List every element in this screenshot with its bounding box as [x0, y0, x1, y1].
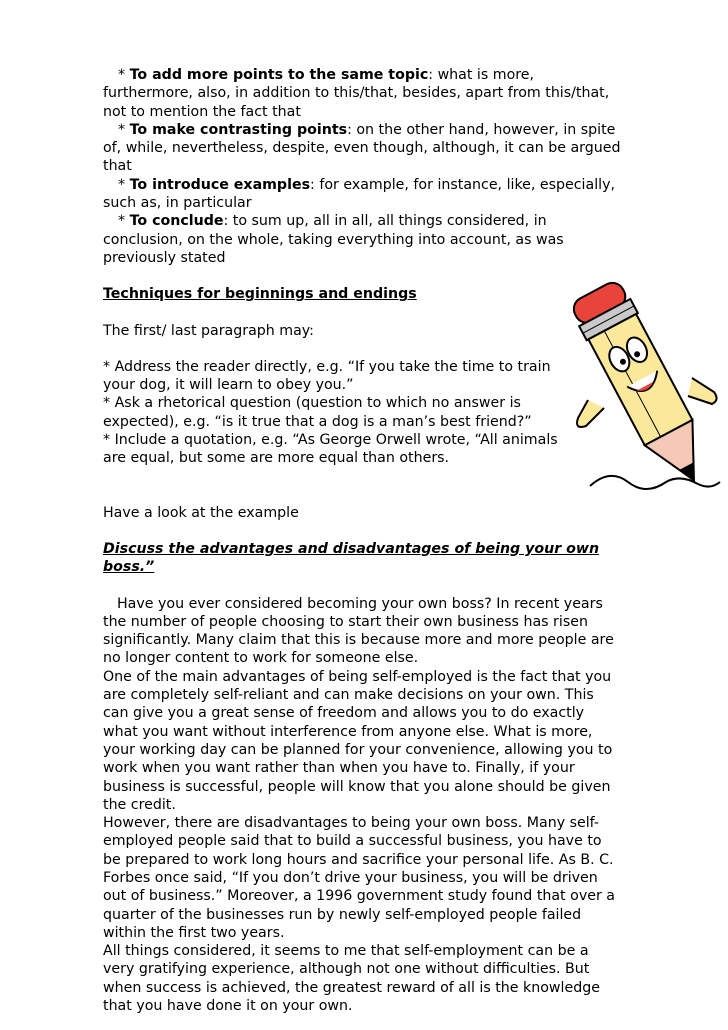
example-intro: Have a look at the example [103, 504, 299, 521]
connective-label: To introduce examples [129, 176, 311, 193]
connective-text: : to sum up, all in all, all things considered, in conclusion, on the whole, taking everything into account, as was previously stated [103, 213, 564, 266]
tip-address-reader: * Address the reader directly, e.g. “If you take the time to train your dog, it will learn to obey you.” [103, 358, 551, 394]
connective-add-points: * To add more points to the same topic: what is more, furthermore, also, in addition to this/that, besides, apart from this/that, not to mention the fact that [103, 67, 610, 120]
tip-rhetorical-question: * Ask a rhetorical question (question to which no answer is expected), e.g. “is it true that a dog is a man’s best friend?” [103, 395, 532, 430]
connective-label: To conclude [129, 213, 224, 230]
essay-paragraph-advantages: One of the main advantages of being self-employed is the fact that you are completely self-reliant and can make decisions on your own. This can give you a great sense of freedom and allows you to do exactly what you want without interference from anyone else. What is more, your working day can be planned for your convenience, allowing you to work when you want rather than when you have to. Finally, if your business is successful, people will know that you alone should be given the credit. [103, 668, 613, 813]
pencil-illustration [570, 268, 722, 500]
essay-paragraph-disadvantages: However, there are disadvantages to being your own boss. Many self-employed people said that to build a successful business, you have to be prepared to work long hours and sacrifice your personal life. As B. C. Forbes once said, “If you don’t drive your business, you will be driven out of business.” Moreover, a 1996 government study found that over a quarter of the businesses run by newly self-employed people failed within the first two years. [103, 815, 615, 941]
connective-label: To make contrasting points [129, 121, 348, 138]
connective-contrast: * To make contrasting points: on the other hand, however, in spite of, while, nevertheless, despite, even though, although, it can be argued that [103, 121, 621, 175]
tip-quotation: * Include a quotation, e.g. “As George Orwell wrote, “All animals are equal, but some are more equal than others. [103, 432, 558, 467]
essay-title: Discuss the advantages and disadvantages of being your own boss.” [103, 540, 600, 576]
techniques-heading: Techniques for beginnings and endings [103, 286, 417, 303]
connective-text: : what is more, furthermore, also, in addition to this/that, besides, apart from this/that, not to mention the fact that [103, 67, 610, 120]
document-page [103, 66, 623, 1015]
connective-text: : for example, for instance, like, especially, such as, in particular [103, 176, 615, 212]
connective-text: : on the other hand, however, in spite of, while, nevertheless, despite, even though, although, it can be argued that [103, 121, 621, 175]
connective-label: To add more points to the same topic [129, 67, 429, 83]
intro-line: The first/ last paragraph may: [103, 322, 314, 339]
connective-conclude: * To conclude: to sum up, all in all, all things considered, in conclusion, on the whole, taking everything into account, as was previously stated [103, 213, 564, 266]
essay-paragraph-conclusion: All things considered, it seems to me that self-employment can be a very gratifying experience, although not one without difficulties. But when success is achieved, the greatest reward of all is the knowledge that you have done it on your own. [103, 943, 600, 1015]
connective-examples: * To introduce examples: for example, for instance, like, especially, such as, in particular [103, 176, 615, 212]
essay-paragraph-intro: Have you ever considered becoming your own boss? In recent years the number of people choosing to start their own business has risen significantly. Many claim that this is because more and more people are no longer content to work for someone else. [103, 595, 614, 667]
